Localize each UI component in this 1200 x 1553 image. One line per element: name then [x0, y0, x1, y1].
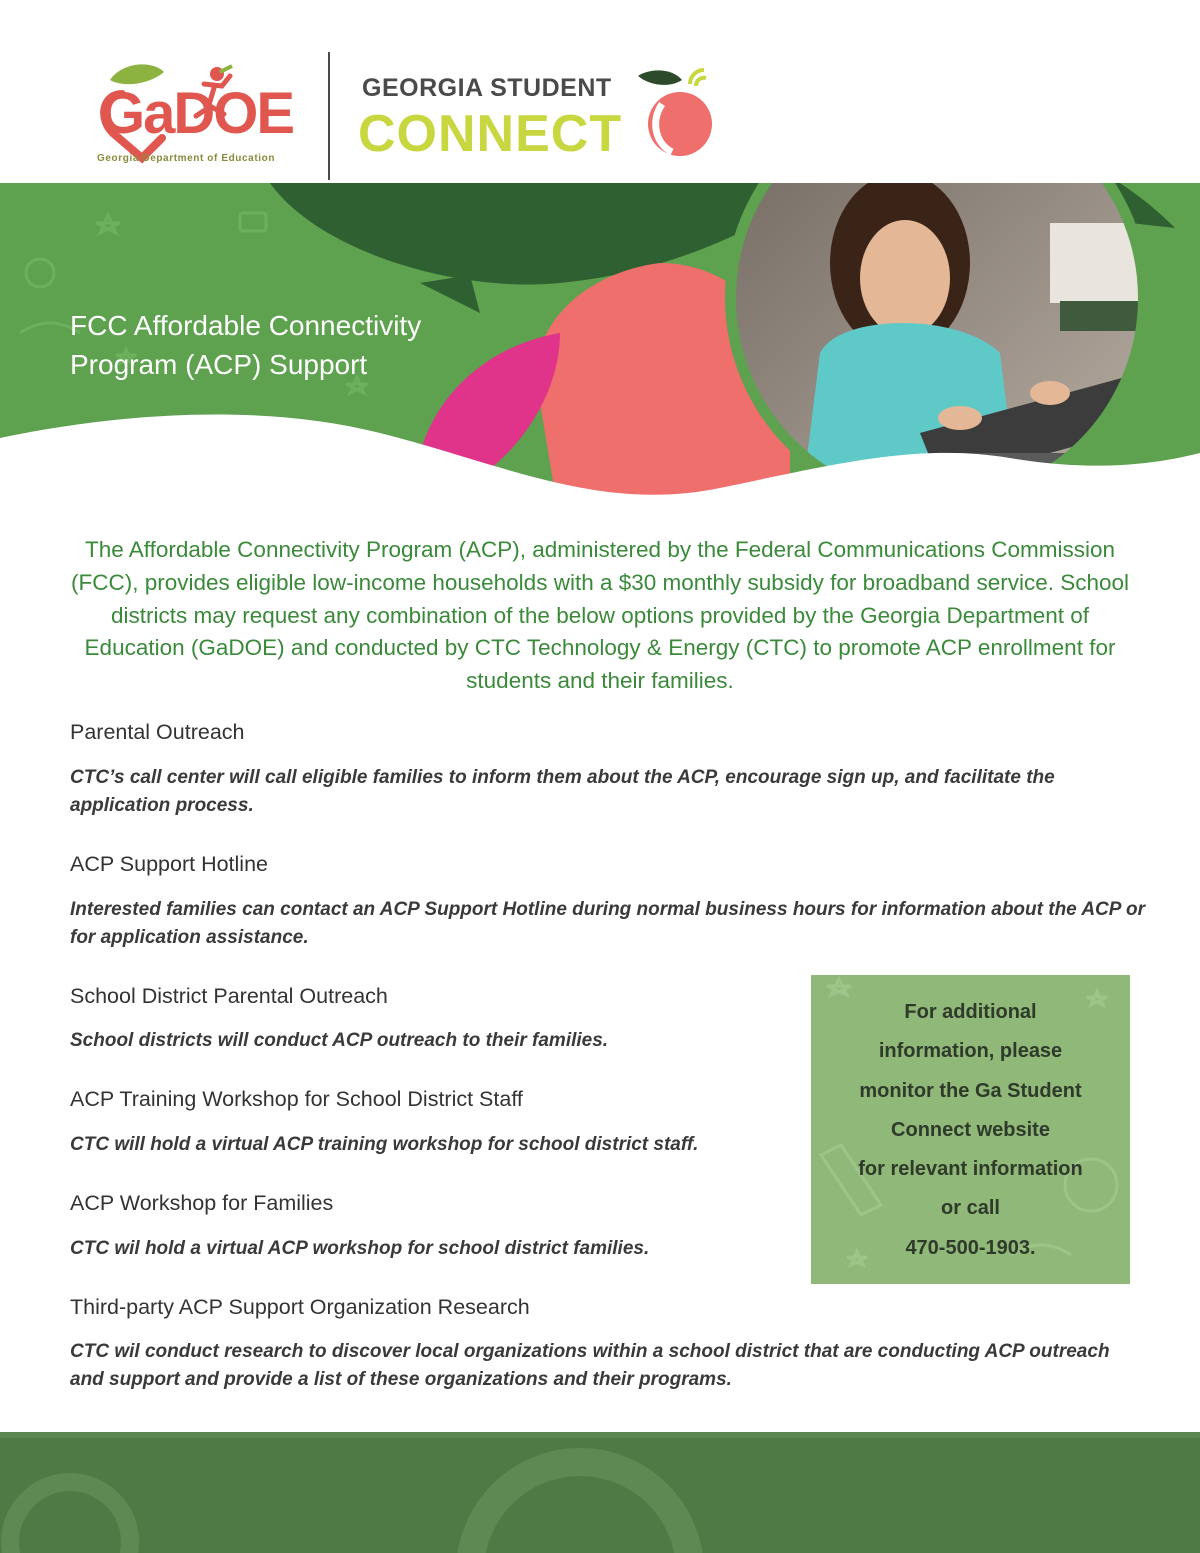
- footer-band: [0, 1432, 1200, 1553]
- banner-title-line2: Program (ACP) Support: [70, 349, 368, 380]
- info-line: information, please: [878, 1040, 1063, 1063]
- banner-title-line1: FCC Affordable Connectivity: [70, 310, 422, 341]
- section-heading-parental-outreach: Parental Outreach: [70, 720, 245, 744]
- section-body-family-workshop: CTC wil hold a virtual ACP workshop for school district families.: [70, 1238, 650, 1259]
- footer-decoration: [0, 1432, 1200, 1553]
- section-body-district-outreach: School districts will conduct ACP outreach to their families.: [70, 1030, 609, 1051]
- peach-icon: [630, 62, 725, 162]
- header-divider: [328, 52, 330, 180]
- gadoe-caption: Georgia Department of Education: [97, 153, 276, 164]
- banner-title: [70, 306, 421, 384]
- section-heading-org-research: Third-party ACP Support Organization Research: [70, 1295, 530, 1319]
- info-box: [811, 975, 1130, 1284]
- info-box-text: [811, 993, 1130, 1268]
- section-body-parental-outreach: CTC’s call center will call eligible families to inform them about the ACP, encourage sign up, and facilitate the application process.: [70, 767, 1055, 816]
- section-heading-staff-workshop: ACP Training Workshop for School District Staff: [70, 1087, 523, 1111]
- section-body-staff-workshop: CTC will hold a virtual ACP training workshop for school district staff.: [70, 1134, 699, 1155]
- gadoe-wordmark: GaDOE: [100, 81, 294, 146]
- gsc-title-line2: CONNECT: [358, 105, 623, 163]
- section-body-org-research: CTC wil conduct research to discover local organizations within a school district that are conducting ACP outreach and support and provide a list of these organizations and their programs.: [70, 1341, 1110, 1390]
- header: [0, 0, 1200, 185]
- section-heading-support-hotline: ACP Support Hotline: [70, 852, 268, 876]
- section-heading-family-workshop: ACP Workshop for Families: [70, 1191, 334, 1215]
- info-line: monitor the Ga Student: [859, 1079, 1082, 1102]
- info-line: or call: [941, 1197, 1000, 1220]
- info-line: For additional: [904, 1001, 1037, 1023]
- intro-paragraph: The Affordable Connectivity Program (ACP), administered by the Federal Communications Commission (FCC), provides eligible low-income households with a $30 monthly subsidy for broadband service. School districts may request any combination of the below options provided by the Georgia Department of Education (GaDOE) and conducted by CTC Technology & Energy (CTC) to promote ACP enrollment for students and their families.: [70, 537, 1130, 694]
- section-body-support-hotline: Interested families can contact an ACP Support Hotline during normal business hours for information about the ACP or for application assistance.: [70, 899, 1146, 948]
- info-line: for relevant information: [858, 1158, 1083, 1181]
- info-line: Connect website: [891, 1118, 1050, 1141]
- info-phone: 470-500-1903.: [905, 1236, 1036, 1259]
- gsc-title-line1: GEORGIA STUDENT: [362, 74, 612, 102]
- section-heading-district-outreach: School District Parental Outreach: [70, 984, 388, 1008]
